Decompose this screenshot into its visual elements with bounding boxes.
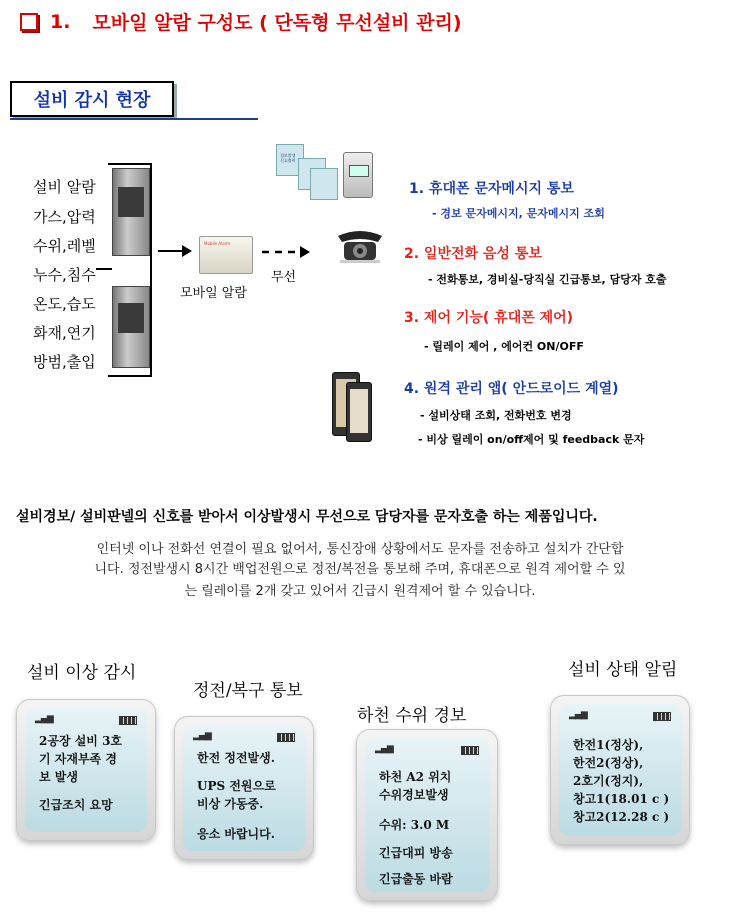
phone-screen-card (550, 695, 690, 845)
message-line: UPS 전원으로 (197, 779, 276, 793)
description-line: 니다. 정전발생시 8시간 백업전원으로 정전/복전을 통보해 주며, 휴대폰으로 원격 제어할 수 있 (94, 562, 626, 577)
signal-icon: ▂▄▆ (193, 731, 211, 741)
message-line: 수위: 3.0 M (379, 818, 450, 832)
feature-title: 4. 원격 관리 앱( 안드로이드 계열) (404, 381, 619, 397)
battery-icon (119, 716, 137, 725)
message-line: 한전1(정상), (573, 738, 644, 752)
message-line: 하천 A2 위치 (379, 770, 452, 784)
mobile-alarm-device-icon (199, 236, 253, 274)
description-headline: 설비경보/ 설비판넬의 신호를 받아서 이상발생시 무선으로 담당자를 문자호출 하는 제품입니다. (16, 509, 598, 525)
input-item: 온도,습도 (33, 295, 96, 313)
device-box-text: Mobile Alarm (204, 241, 231, 246)
page-title: 모바일 알람 구성도 ( 단독형 무선설비 관리) (92, 12, 462, 34)
phone-caption: 하천 수위 경보 (357, 706, 467, 726)
message-line: 2호기(정지), (573, 774, 644, 788)
page-title-row (20, 8, 462, 35)
phone-screen-card (16, 699, 156, 841)
arrow-right-icon (158, 244, 192, 258)
message-line: 창고2(12.28 c ) (573, 810, 670, 824)
message-line: 비상 가동중. (197, 797, 264, 811)
input-item: 방범,출입 (33, 353, 96, 371)
feature-title: 3. 제어 기능( 휴대폰 제어) (404, 310, 574, 326)
message-line: 긴급조치 요망 (39, 798, 113, 812)
smartphone-icon (346, 382, 372, 442)
message-card-text: 경보발생 신호출력 (280, 153, 296, 163)
signal-icon: ▂▄▆ (569, 710, 587, 720)
signal-icon: ▂▄▆ (35, 714, 53, 724)
phone-screen-card (174, 716, 314, 860)
feature-sub: - 경보 문자메시지, 문자메시지 조회 (432, 207, 605, 220)
input-item: 수위,레벨 (33, 237, 96, 255)
battery-icon (461, 746, 479, 755)
battery-icon (653, 712, 671, 721)
bracket-tick (96, 268, 112, 270)
input-item: 설비 알람 (33, 178, 96, 196)
message-line: 보 발생 (39, 770, 78, 784)
message-line: 기 자재부족 경 (39, 752, 117, 766)
message-line: 한전 정전발생. (197, 751, 275, 765)
dashed-arrow-right-icon (262, 245, 312, 259)
input-item: 가스,압력 (33, 208, 96, 226)
battery-icon (277, 733, 295, 742)
description-line: 는 릴레이를 2개 갖고 있어서 긴급시 원격제어 할 수 있습니다. (184, 584, 536, 599)
message-line: 긴급출동 바람 (379, 872, 453, 886)
description-line: 인터넷 이나 전화선 연결이 필요 없어서, 통신장애 상황에서도 문자를 전송하고 설치가 간단합 (96, 542, 624, 557)
device-label: 모바일 알람 (180, 286, 247, 301)
feature-phone-icon (343, 152, 373, 198)
phone-caption: 설비 이상 감시 (27, 663, 137, 683)
feature-sub: - 설비상태 조회, 전화번호 변경 (420, 409, 572, 422)
input-bracket (108, 163, 152, 377)
message-line: 응소 바랍니다. (197, 827, 275, 841)
input-item: 누수,침수 (33, 266, 96, 284)
telephone-icon (334, 226, 386, 266)
message-line: 한전2(정상), (573, 756, 644, 770)
wireless-label: 무선 (271, 270, 297, 285)
title-number: 1. (50, 10, 71, 33)
feature-sub: - 릴레이 제어 , 에어컨 ON/OFF (424, 340, 584, 353)
message-card-icon (310, 168, 338, 200)
signal-icon: ▂▄▆ (375, 744, 393, 754)
message-line: 긴급대피 방송 (379, 846, 453, 860)
feature-title: 2. 일반전화 음성 통보 (404, 246, 542, 262)
message-line: 수위경보발생 (379, 788, 449, 802)
feature-title: 1. 휴대폰 문자메시지 통보 (409, 181, 574, 197)
feature-sub: - 비상 릴레이 on/off제어 및 feedback 문자 (418, 433, 645, 446)
phone-caption: 정전/복구 통보 (193, 681, 303, 701)
site-underline (10, 118, 258, 120)
phone-screen-card (356, 729, 498, 901)
message-line: 창고1(18.01 c ) (573, 792, 670, 806)
feature-sub: - 전화통보, 경비실-당직실 긴급통보, 담당자 호출 (428, 273, 667, 286)
message-line: 2공장 설비 3호 (39, 734, 123, 748)
phone-caption: 설비 상태 알림 (568, 660, 678, 680)
site-label: 설비 감시 현장 (10, 81, 174, 117)
checkbox-bullet-icon (20, 13, 38, 31)
input-item: 화재,연기 (33, 324, 96, 342)
